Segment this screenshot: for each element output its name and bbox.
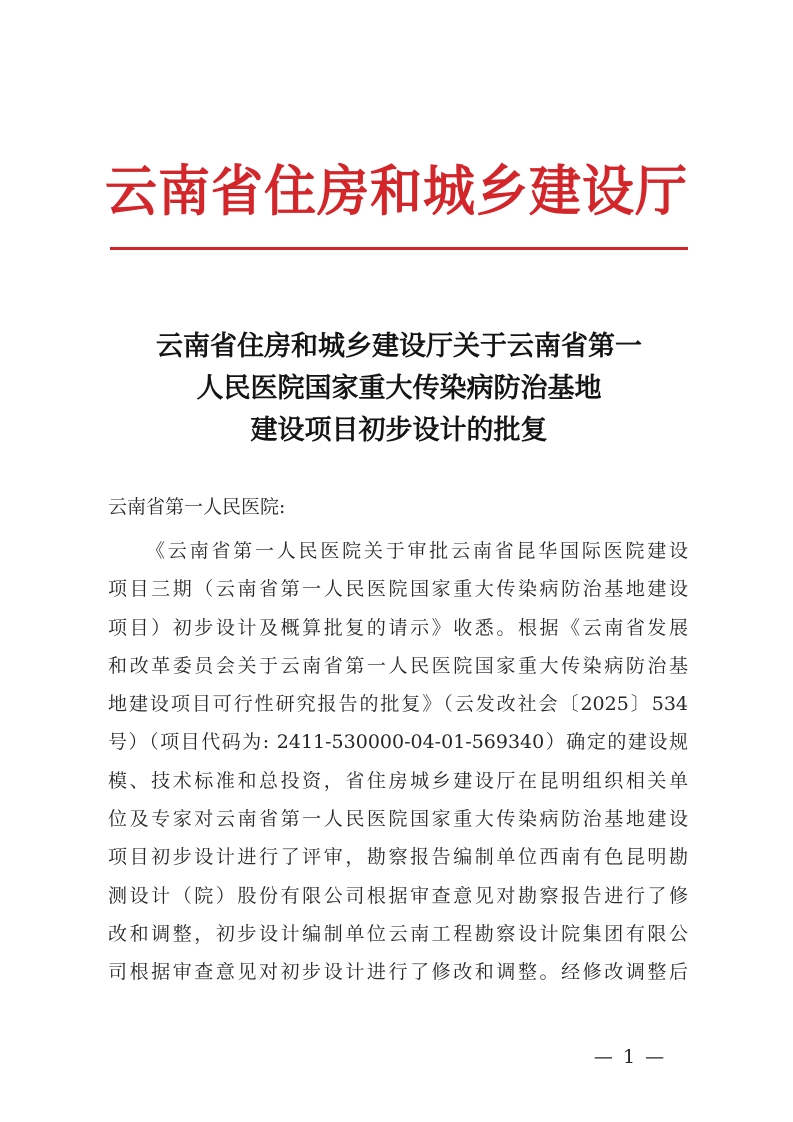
body-line: 改和调整，初步设计编制单位云南工程勘察设计院集团有限公 bbox=[108, 922, 688, 945]
body-line: 位及专家对云南省第一人民医院国家重大传染病防治基地建设 bbox=[108, 808, 688, 831]
addressee: 云南省第一人民医院: bbox=[108, 496, 286, 518]
title-line: 云南省住房和城乡建设厅关于云南省第一 bbox=[156, 331, 642, 362]
body-line: 项目初步设计进行了评审，勘察报告编制单位西南有色昆明勘 bbox=[108, 846, 688, 869]
document-title bbox=[110, 326, 688, 452]
body-line: 项目三期（云南省第一人民医院国家重大传染病防治基地建设 bbox=[108, 578, 688, 601]
body-line: 号）（项目代码为: 2411-530000-04-01-569340）确定的建设规 bbox=[108, 731, 688, 754]
page-number: — 1 — bbox=[593, 1046, 667, 1068]
body-line: 和改革委员会关于云南省第一人民医院国家重大传染病防治基 bbox=[108, 654, 688, 677]
body-line: 模、技术标准和总投资，省住房城乡建设厅在昆明组织相关单 bbox=[108, 769, 688, 792]
body-line: 测设计（院）股份有限公司根据审查意见对勘察报告进行了修 bbox=[108, 884, 688, 907]
issuing-authority-masthead: 云南省住房和城乡建设厅 bbox=[104, 159, 688, 224]
title-line: 人民医院国家重大传染病防治基地 bbox=[196, 373, 602, 404]
body-paragraph bbox=[108, 532, 688, 992]
title-line: 建设项目初步设计的批复 bbox=[250, 415, 548, 446]
body-line: 地建设项目可行性研究报告的批复》（云发改社会〔2025〕534 bbox=[108, 693, 688, 716]
red-separator-line bbox=[110, 247, 688, 250]
body-line: 项目）初步设计及概算批复的请示》收悉。根据《云南省发展 bbox=[108, 616, 688, 639]
body-line: 《云南省第一人民医院关于审批云南省昆华国际医院建设 bbox=[146, 540, 688, 562]
body-line: 司根据审查意见对初步设计进行了修改和调整。经修改调整后 bbox=[108, 961, 688, 984]
